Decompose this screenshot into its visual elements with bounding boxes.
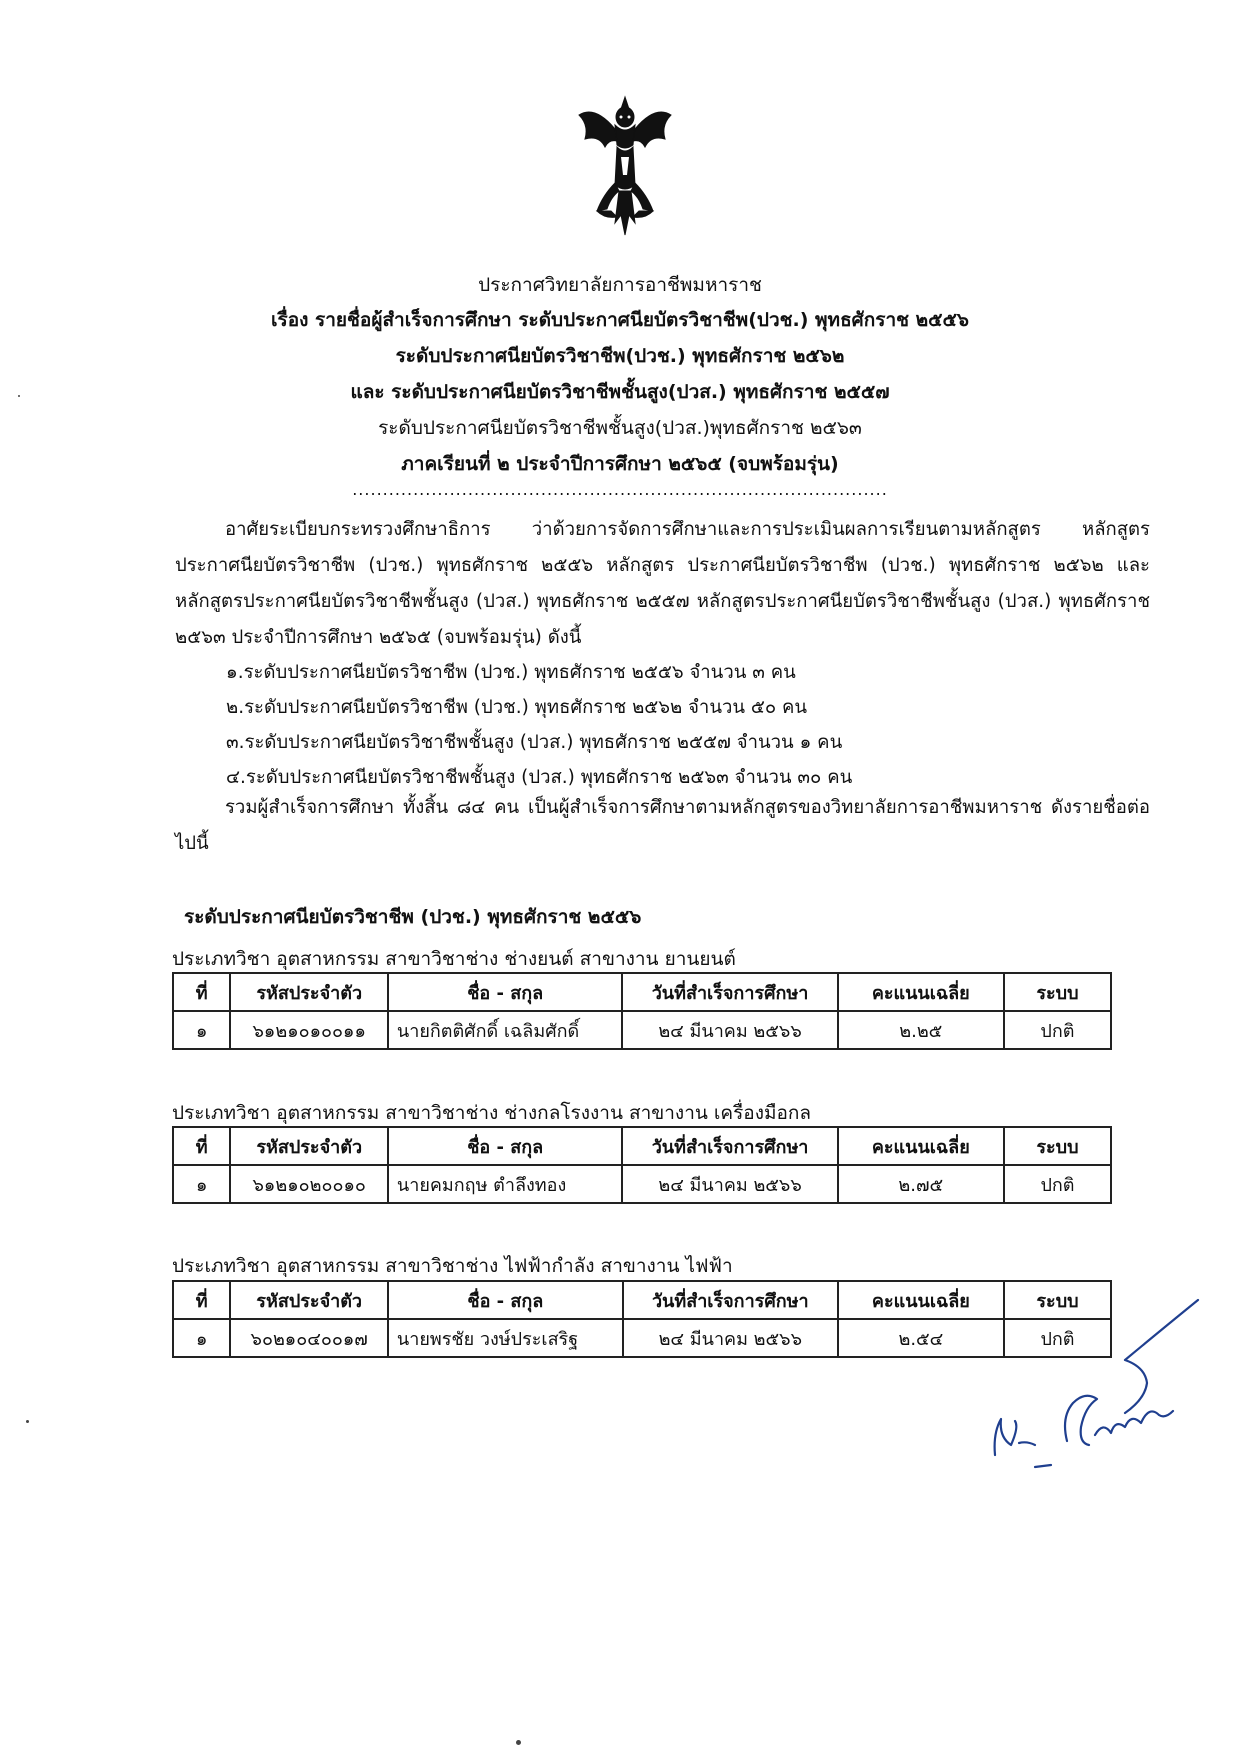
section-title: ระดับประกาศนียบัตรวิชาชีพ (ปวช.) พุทธศักราช ๒๕๕๖ [184, 906, 642, 928]
header-grad-date: วันที่สำเร็จการศึกษา [622, 1127, 837, 1165]
table-header-row [173, 1281, 1111, 1319]
cell-no: ๑ [173, 1319, 230, 1357]
header-gpa: คะแนนเฉลี่ย [838, 1281, 1004, 1319]
header-system: ระบบ [1004, 1281, 1111, 1319]
header-name: ชื่อ - สกุล [388, 1281, 623, 1319]
cell-system: ปกติ [1004, 1319, 1111, 1357]
announcement-title: ประกาศวิทยาลัยการอาชีพมหาราช [478, 274, 762, 296]
signature-icon [975, 1295, 1215, 1475]
header-name: ชื่อ - สกุล [388, 973, 623, 1011]
header-student-id: รหัสประจำตัว [230, 1281, 388, 1319]
cell-gpa: ๒.๒๕ [838, 1011, 1004, 1049]
group-title-3: ประเภทวิชา อุตสาหกรรม สาขาวิชาช่าง ไฟฟ้ากำลัง สาขางาน ไฟฟ้า [172, 1255, 733, 1277]
cell-no: ๑ [173, 1011, 230, 1049]
group-title-1: ประเภทวิชา อุตสาหกรรม สาขาวิชาช่าง ช่างยนต์ สาขางาน ยานยนต์ [172, 948, 736, 970]
count-item-4: ๔.ระดับประกาศนียบัตรวิชาชีพชั้นสูง (ปวส.) พุทธศักราช ๒๕๖๓ จำนวน ๓๐ คน [226, 767, 853, 788]
graduate-table-2 [172, 1126, 1112, 1204]
scan-speck [26, 1420, 29, 1423]
table-header-row [173, 1127, 1111, 1165]
header-system: ระบบ [1004, 1127, 1111, 1165]
scan-speck [516, 1740, 521, 1745]
subject-line-2: ระดับประกาศนียบัตรวิชาชีพ(ปวช.) พุทธศักราช ๒๕๖๒ [395, 345, 845, 367]
scan-speck [18, 395, 20, 397]
header-no: ที่ [173, 973, 230, 1011]
total-paragraph [175, 790, 1150, 862]
header-student-id: รหัสประจำตัว [230, 1127, 387, 1165]
cell-grad-date: ๒๔ มีนาคม ๒๕๖๖ [623, 1319, 838, 1357]
header-gpa: คะแนนเฉลี่ย [838, 1127, 1004, 1165]
total-text: รวมผู้สำเร็จการศึกษา ทั้งสิ้น ๘๔ คน เป็นผู้สำเร็จการศึกษาตามหลักสูตรของวิทยาลัยการอาชีพมหาราช ดังรายชื่อต่อไปนี้ [175, 797, 1150, 854]
count-item-3: ๓.ระดับประกาศนียบัตรวิชาชีพชั้นสูง (ปวส.) พุทธศักราช ๒๕๕๗ จำนวน ๑ คน [226, 732, 843, 753]
header-no: ที่ [173, 1127, 230, 1165]
garuda-emblem-icon [575, 95, 675, 245]
cell-gpa: ๒.๕๔ [838, 1319, 1004, 1357]
subject-line-4: ระดับประกาศนียบัตรวิชาชีพชั้นสูง(ปวส.)พุทธศักราช ๒๕๖๓ [378, 417, 862, 439]
header-grad-date: วันที่สำเร็จการศึกษา [622, 973, 837, 1011]
cell-student-id: ๖๑๒๑๐๑๐๐๑๑ [230, 1011, 387, 1049]
table-header-row [173, 973, 1111, 1011]
cell-system: ปกติ [1004, 1165, 1111, 1203]
header-no: ที่ [173, 1281, 230, 1319]
cell-student-id: ๖๑๒๑๐๒๐๐๑๐ [230, 1165, 387, 1203]
header-system: ระบบ [1004, 973, 1111, 1011]
count-item-1: ๑.ระดับประกาศนียบัตรวิชาชีพ (ปวช.) พุทธศักราช ๒๕๕๖ จำนวน ๓ คน [226, 662, 796, 683]
header-grad-date: วันที่สำเร็จการศึกษา [623, 1281, 838, 1319]
subject-line-5: ภาคเรียนที่ ๒ ประจำปีการศึกษา ๒๕๖๕ (จบพร้อมรุ่น) [401, 453, 839, 475]
intro-text: อาศัยระเบียบกระทรวงศึกษาธิการ ว่าด้วยการจัดการศึกษาและการประเมินผลการเรียนตามหลักสูตร หลักสูตรประกาศนียบัตรวิชาชีพ (ปวช.) พุทธศักราช ๒๕๕๖ หลักสูตร ประกาศนียบัตรวิชาชีพ (ปวช.) พุทธศักราช ๒๕๖๒ และหลักสูตรประกาศนียบัตรวิชาชีพชั้นสูง (ปวส.) พุทธศักราช ๒๕๕๗ หลักสูตรประกาศนียบัตรวิชาชีพชั้นสูง (ปวส.) พุทธศักราช ๒๕๖๓ ประจำปีการศึกษา ๒๕๖๕ (จบพร้อมรุ่น) ดังนี้ [175, 519, 1150, 648]
cell-grad-date: ๒๔ มีนาคม ๒๕๖๖ [622, 1165, 837, 1203]
header-gpa: คะแนนเฉลี่ย [838, 973, 1004, 1011]
subject-line-1: เรื่อง รายชื่อผู้สำเร็จการศึกษา ระดับประกาศนียบัตรวิชาชีพ(ปวช.) พุทธศักราช ๒๕๕๖ [271, 309, 969, 331]
graduate-table-3 [172, 1280, 1112, 1358]
table-row [173, 1165, 1111, 1203]
cell-system: ปกติ [1004, 1011, 1111, 1049]
cell-grad-date: ๒๔ มีนาคม ๒๕๖๖ [622, 1011, 837, 1049]
cell-name: นายคมกฤษ ตำลึงทอง [388, 1165, 623, 1203]
count-item-2: ๒.ระดับประกาศนียบัตรวิชาชีพ (ปวช.) พุทธศักราช ๒๕๖๒ จำนวน ๕๐ คน [226, 697, 808, 718]
intro-paragraph [175, 512, 1150, 656]
separator-dots: ........................................................................................ [352, 480, 888, 499]
header-student-id: รหัสประจำตัว [230, 973, 387, 1011]
subject-line-3: และ ระดับประกาศนียบัตรวิชาชีพชั้นสูง(ปวส.) พุทธศักราช ๒๕๕๗ [350, 381, 890, 403]
graduate-table-1 [172, 972, 1112, 1050]
header-name: ชื่อ - สกุล [388, 1127, 623, 1165]
cell-no: ๑ [173, 1165, 230, 1203]
cell-student-id: ๖๐๒๑๐๔๐๐๑๗ [230, 1319, 388, 1357]
group-title-2: ประเภทวิชา อุตสาหกรรม สาขาวิชาช่าง ช่างกลโรงงาน สาขางาน เครื่องมือกล [172, 1102, 812, 1124]
cell-name: นายกิตติศักดิ์ เฉลิมศักดิ์ [388, 1011, 623, 1049]
cell-gpa: ๒.๗๕ [838, 1165, 1004, 1203]
table-row [173, 1011, 1111, 1049]
cell-name: นายพรชัย วงษ์ประเสริฐ [388, 1319, 623, 1357]
table-row [173, 1319, 1111, 1357]
